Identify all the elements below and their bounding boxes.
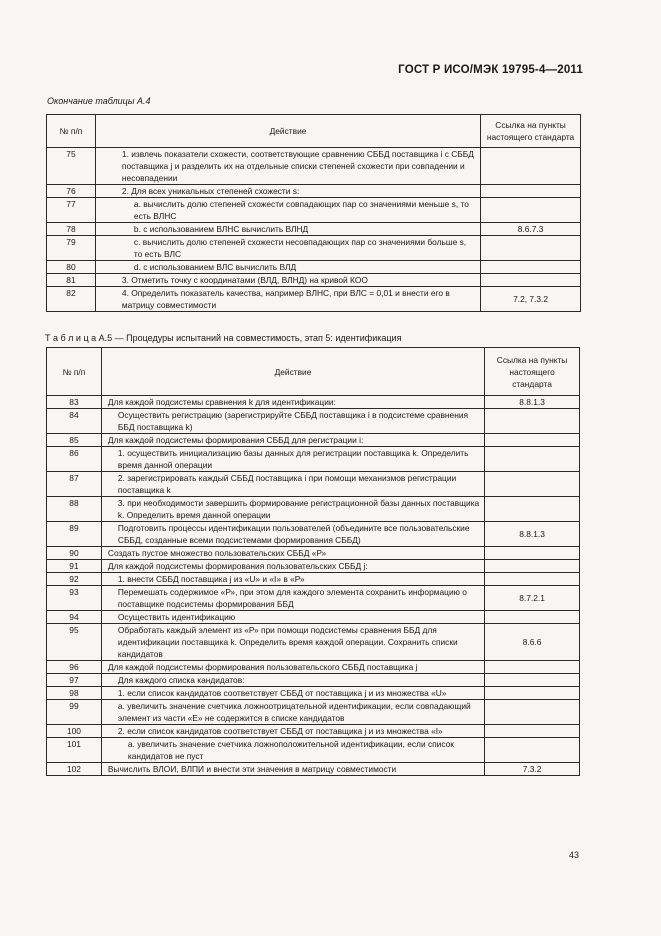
row-action: а. вычислить долю степеней схожести совпадающих пар со значениями меньше s, то есть ВЛНС [95,198,480,223]
row-num: 86 [47,447,102,472]
row-action: 1. если список кандидатов соответствует СББД от поставщика j и из множества «U» [101,687,484,700]
row-action: 1. извлечь показатели схожести, соответствующие сравнению СББД поставщика i с СББД поставщика j и разделить их на отдельные списки степеней схожести при совпадении и несовпадении [95,148,480,185]
table-a4-end [46,114,581,312]
row-action: Для каждой подсистемы формирования СББД для регистрации i: [101,434,484,447]
row-action: 3. Отметить точку с координатами (ВЛД, ВЛНД) на кривой КОО [95,274,480,287]
row-ref: 8.8.1.3 [485,396,580,409]
row-action: Создать пустое множество пользовательских СББД «Р» [101,547,484,560]
table-row [47,725,580,738]
row-action: 4. Определить показатель качества, например ВЛНС, при ВЛС = 0,01 и внести его в матрицу совместимости [95,287,480,312]
table-row [47,198,581,223]
row-ref [481,236,581,261]
table-a4-caption: Окончание таблицы А.4 [47,96,151,106]
row-action: Для каждой подсистемы сравнения k для идентификации: [101,396,484,409]
row-num: 76 [47,185,96,198]
row-ref [481,198,581,223]
row-num: 84 [47,409,102,434]
table-row [47,396,580,409]
table-row [47,236,581,261]
row-ref [485,674,580,687]
row-action: 2. если список кандидатов соответствует СББД от поставщика j и из множества «I» [101,725,484,738]
table-row [47,560,580,573]
row-num: 82 [47,287,96,312]
row-ref [485,611,580,624]
table-row [47,674,580,687]
table-row [47,624,580,661]
row-action: Вычислить ВЛОИ, ВЛПИ и внести эти значения в матрицу совместимости [101,763,484,776]
row-ref [485,547,580,560]
row-num: 91 [47,560,102,573]
row-num: 97 [47,674,102,687]
table-row [47,661,580,674]
row-num: 100 [47,725,102,738]
table-row [47,185,581,198]
row-num: 93 [47,586,102,611]
table-row [47,547,580,560]
row-action: 2. Для всех уникальных степеней схожести s: [95,185,480,198]
row-num: 75 [47,148,96,185]
table-row [47,738,580,763]
table-a5 [46,347,580,776]
row-num: 78 [47,223,96,236]
row-ref [481,185,581,198]
row-num: 87 [47,472,102,497]
row-action: Подготовить процессы идентификации пользователей (объедините все пользовательские СББД, созданные всеми подсистемами формирования СББД) [101,522,484,547]
table-row [47,409,580,434]
row-num: 89 [47,522,102,547]
row-ref: 8.7.2.1 [485,586,580,611]
row-num: 96 [47,661,102,674]
row-action: 2. зарегистрировать каждый СББД поставщика i при помощи механизмов регистрации поставщика k [101,472,484,497]
row-num: 83 [47,396,102,409]
row-action: d. с использованием ВЛС вычислить ВЛД [95,261,480,274]
row-ref [481,261,581,274]
header-ref: Ссылка на пункты настоящего стандарта [485,348,580,396]
row-ref: 7.3.2 [485,763,580,776]
header-action: Действие [101,348,484,396]
table-row [47,586,580,611]
row-ref [485,573,580,586]
row-action: Обработать каждый элемент из «Р» при помощи подсистемы сравнения ББД для идентификации поставщика k. Определить время каждой операции. Сохранить списки кандидатов [101,624,484,661]
table-a5-caption: Т а б л и ц а А.5 — Процедуры испытаний на совместимость, этап 5: идентификация [45,333,402,343]
table-row [47,274,581,287]
row-action: Для каждой подсистемы формирования пользовательских СББД j: [101,560,484,573]
row-ref [485,472,580,497]
row-action: Для каждой подсистемы формирования пользовательского СББД поставщика j [101,661,484,674]
header-num: № п/п [47,348,102,396]
row-ref [481,274,581,287]
table-row [47,611,580,624]
row-num: 85 [47,434,102,447]
row-num: 77 [47,198,96,223]
row-num: 95 [47,624,102,661]
row-num: 79 [47,236,96,261]
row-ref [485,434,580,447]
row-ref [485,687,580,700]
table-row [47,687,580,700]
row-num: 80 [47,261,96,274]
row-ref [485,661,580,674]
row-ref [485,497,580,522]
row-action: а. увеличить значение счетчика ложноположительной идентификации, если список кандидатов не пуст [101,738,484,763]
table-row [47,223,581,236]
table-row [47,472,580,497]
row-num: 102 [47,763,102,776]
row-action: 1. внести СББД поставщика j из «U» и «I» в «Р» [101,573,484,586]
row-action: 3. при необходимости завершить формирование регистрационной базы данных поставщика k. Определить время данной операции [101,497,484,522]
row-num: 88 [47,497,102,522]
table-row [47,522,580,547]
table-row [47,287,581,312]
row-num: 98 [47,687,102,700]
row-ref [485,409,580,434]
row-action: Осуществить идентификацию [101,611,484,624]
row-action: b. с использованием ВЛНС вычислить ВЛНД [95,223,480,236]
table-row [47,447,580,472]
table-row [47,148,581,185]
header-num: № п/п [47,115,96,148]
row-ref [485,560,580,573]
row-num: 101 [47,738,102,763]
table-row [47,261,581,274]
table-row [47,573,580,586]
row-ref: 7.2, 7.3.2 [481,287,581,312]
row-num: 81 [47,274,96,287]
row-ref [485,447,580,472]
row-num: 92 [47,573,102,586]
row-action: Перемешать содержимое «Р», при этом для каждого элемента сохранить информацию о поставщике подсистемы формирования ББД [101,586,484,611]
header-action: Действие [95,115,480,148]
table-row [47,763,580,776]
row-action: 1. осуществить инициализацию базы данных для регистрации поставщика k. Определить время данной операции [101,447,484,472]
row-ref [481,148,581,185]
row-action: Осуществить регистрацию (зарегистрируйте СББД поставщика i в подсистеме сравнения ББД поставщика k) [101,409,484,434]
row-ref [485,738,580,763]
row-num: 90 [47,547,102,560]
row-ref: 8.6.6 [485,624,580,661]
document-id: ГОСТ Р ИСО/МЭК 19795-4—2011 [398,64,583,76]
row-ref [485,725,580,738]
row-action: с. вычислить долю степеней схожести несовпадающих пар со значениями больше s, то есть ВЛС [95,236,480,261]
row-action: Для каждого списка кандидатов: [101,674,484,687]
row-ref [485,700,580,725]
row-action: а. увеличить значение счетчика ложноотрицательной идентификации, если совпадающий элемент из части «Е» не содержится в списке кандидатов [101,700,484,725]
row-num: 94 [47,611,102,624]
row-ref: 8.8.1.3 [485,522,580,547]
page-number: 43 [568,850,579,860]
row-num: 99 [47,700,102,725]
row-ref: 8.6.7.3 [481,223,581,236]
table-row [47,700,580,725]
table-row [47,497,580,522]
table-row [47,434,580,447]
header-ref: Ссылка на пункты настоящего стандарта [481,115,581,148]
